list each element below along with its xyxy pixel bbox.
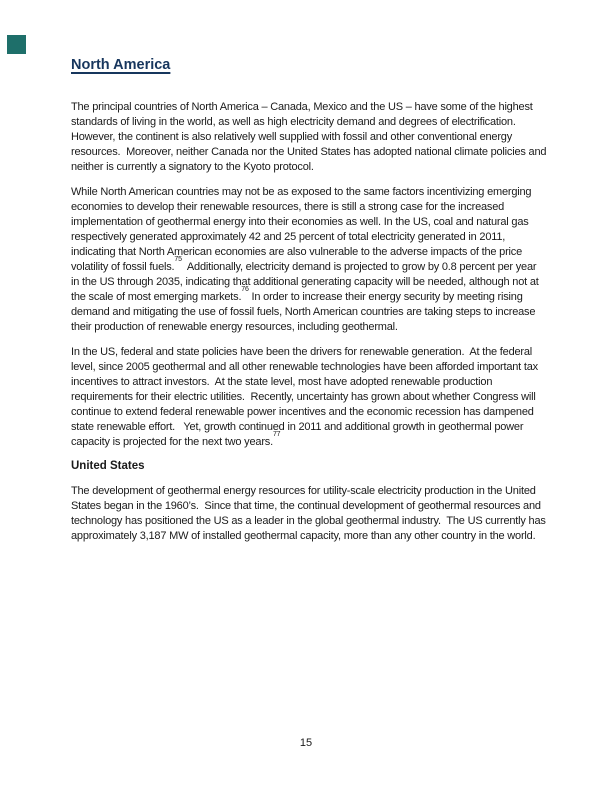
paragraph-renewables-case (71, 185, 547, 335)
paragraph-united-states (71, 484, 547, 544)
paragraph-text: The principal countries of North America – Canada, Mexico and the US – have some of the highest standards of living in the world, as well as high electricity demand and degrees of electrification. However, the continent is also relatively well supplied with fossil and other conventional energy resources. Moreover, neither Canada nor the United States has adopted national climate policies and neither is currently a signatory to the Kyoto protocol. (71, 101, 550, 173)
paragraph-text: While North American countries may not be as exposed to the same factors incentivizing emerging economies to develop their renewable resources, there is still a strong case for the increased implementation of geothermal energy into their economies as well. In the US, coal and natural gas respectively generated approximately 42 and 25 percent of total electricity generated in 2011, indicating that North American economies are also vulnerable to the adverse impacts of the price volatility of fossil fuels. (71, 186, 535, 273)
corner-accent-square (7, 35, 26, 54)
paragraph-text: Additionally, electricity demand is projected to grow by 0.8 percent per year in the US through 2035, indicating that additional generating capacity will be needed, although not at the scale of most emerging markets. (71, 261, 542, 303)
page-content (71, 57, 550, 554)
paragraph-us-policies (71, 345, 547, 450)
page-number: 15 (299, 737, 313, 749)
footnote-ref-77: 77 (272, 431, 281, 439)
footnote-ref-75: 75 (174, 256, 182, 264)
paragraph-text: The development of geothermal energy resources for utility-scale electricity production in the United States began in the 1960’s. Since that time, the continual development of geothermal resources and technology has positioned the US as a leader in the global geothermal industry. The US currently has approximately 3,187 MW of installed geothermal capacity, more than any other country in the world. (71, 485, 549, 542)
paragraph-text: In order to increase their energy security by meeting rising demand and mitigating the use of fossil fuels, North American countries are taking steps to increase their production of renewable energy resources, including geothermal. (71, 291, 539, 333)
section-heading: North America (71, 57, 171, 73)
paragraph-text: In the US, federal and state policies have been the drivers for renewable generation. At the federal level, since 2005 geothermal and all other renewable technologies have been afforded important tax incentives to attract investors. At the state level, most have adopted renewable production requirements for their electric utilities. Recently, uncertainty has grown about whether Congress will continue to extend federal renewable power incentives and the economic recession has dampened state renewable effort. Yet, growth continued in 2011 and additional growth in geothermal power capacity is projected for the next two years. (71, 346, 541, 448)
paragraph-north-america-intro (71, 100, 550, 175)
subsection-heading: United States (71, 460, 145, 472)
page-footer (0, 737, 612, 749)
footnote-ref-76: 76 (241, 286, 249, 294)
